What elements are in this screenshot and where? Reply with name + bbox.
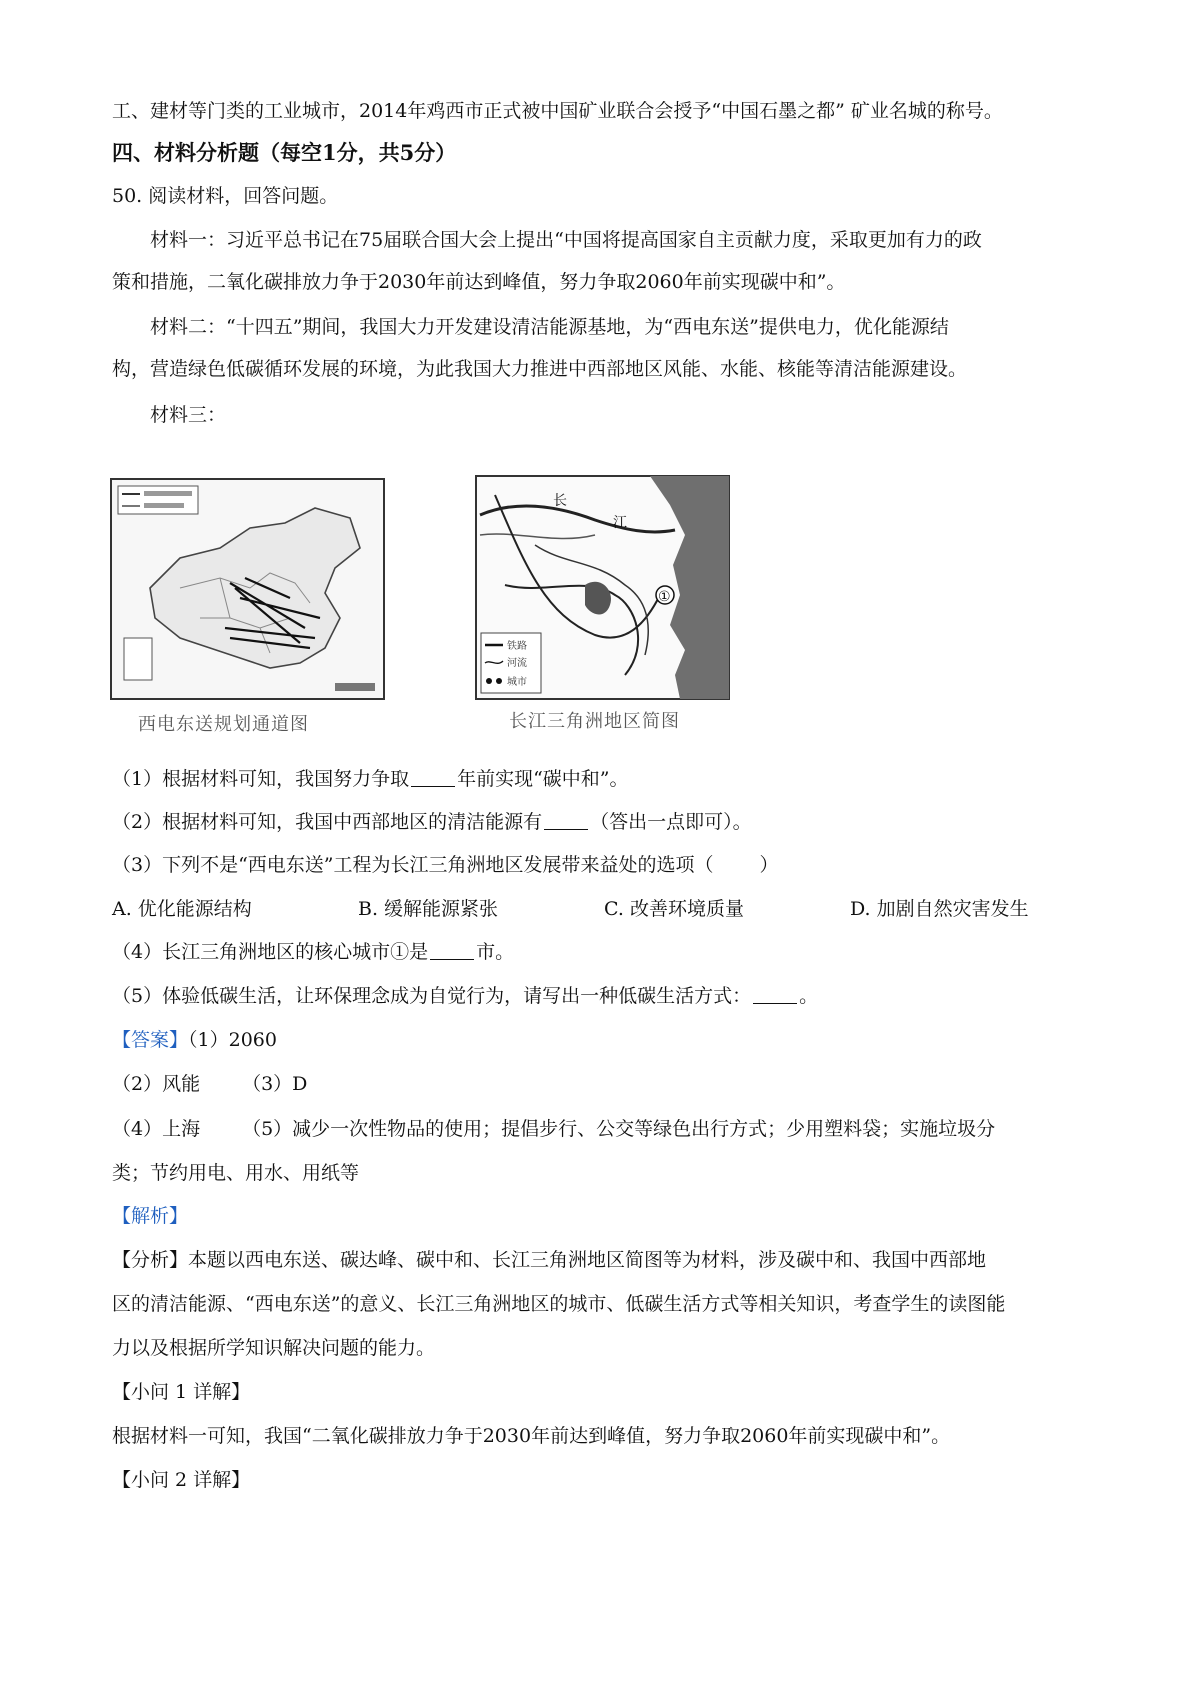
answer-blank bbox=[411, 768, 455, 787]
analysis-paragraph: 区的清洁能源、“西电东送”的意义、长江三角洲地区的城市、低碳生活方式等相关知识，考查学生的读图能 bbox=[112, 1293, 1006, 1315]
map1-caption: 西电东送规划通道图 bbox=[138, 714, 309, 735]
answer-label: 【答案】 bbox=[112, 1029, 189, 1051]
answer-line-2 bbox=[112, 1069, 307, 1099]
question-4-text-end: 市。 bbox=[476, 941, 515, 963]
answer-1: （1）2060 bbox=[188, 1029, 277, 1051]
question-3-text-end: ） bbox=[759, 854, 779, 876]
option-c: C. 改善环境质量 bbox=[604, 898, 744, 920]
question-2-text: （2）根据材料可知，我国中西部地区的清洁能源有 bbox=[112, 811, 543, 833]
legend-city: 城市 bbox=[507, 677, 527, 688]
china-map-image bbox=[110, 478, 385, 700]
question-1-text: （1）根据材料可知，我国努力争取 bbox=[112, 768, 410, 790]
question-5-text: （5）体验低碳生活，让环保理念成为自觉行为，请写出一种低碳生活方式： bbox=[112, 985, 752, 1007]
option-a: A. 优化能源结构 bbox=[112, 898, 252, 920]
analysis-paragraph: 力以及根据所学知识解决问题的能力。 bbox=[112, 1337, 436, 1359]
city-marker-label: ① bbox=[658, 589, 671, 605]
answer-blank bbox=[544, 811, 588, 830]
answer-blank bbox=[753, 985, 797, 1004]
question-5-text-end: 。 bbox=[799, 985, 819, 1007]
question-2 bbox=[112, 807, 752, 837]
material-two-line: 材料二：“十四五”期间，我国大力开发建设清洁能源基地，为“西电东送”提供电力，优化能源结 bbox=[150, 316, 949, 338]
legend-river: 河流 bbox=[507, 658, 527, 669]
legend-railway: 铁路 bbox=[507, 641, 527, 652]
sub-question-2-heading: 【小问 2 详解】 bbox=[112, 1469, 251, 1491]
answer-line-4: 类；节约用电、用水、用纸等 bbox=[112, 1162, 360, 1184]
analysis-label: 【解析】 bbox=[112, 1205, 189, 1227]
answer-2: （2）风能 bbox=[112, 1073, 201, 1095]
paragraph-line: 工、建材等门类的工业城市，2014年鸡西市正式被中国矿业联合会授予“中国石墨之都” 矿业名城的称号。 bbox=[112, 100, 1003, 122]
option-b: B. 缓解能源紧张 bbox=[358, 898, 499, 920]
question-4 bbox=[112, 937, 514, 967]
river-label-chang: 长 bbox=[553, 493, 567, 509]
question-3-text: （3）下列不是“西电东送”工程为长江三角洲地区发展带来益处的选项（ bbox=[112, 854, 714, 876]
material-three-label: 材料三： bbox=[150, 404, 227, 426]
question-5 bbox=[112, 981, 818, 1011]
question-3-options bbox=[112, 894, 1112, 924]
question-3 bbox=[112, 850, 779, 880]
question-1 bbox=[112, 764, 629, 794]
material-two-line: 构，营造绿色低碳循环发展的环境，为此我国大力推进中西部地区风能、水能、核能等清洁能源建设。 bbox=[112, 358, 968, 380]
question-2-text-end: （答出一点即可）。 bbox=[590, 811, 752, 833]
answer-3: （3）D bbox=[242, 1073, 308, 1095]
map2-caption: 长江三角洲地区简图 bbox=[509, 711, 680, 732]
question-4-text: （4）长江三角洲地区的核心城市①是 bbox=[112, 941, 429, 963]
sub-question-1-heading: 【小问 1 详解】 bbox=[112, 1381, 251, 1403]
answer-blank bbox=[430, 941, 474, 960]
west-east-power-map bbox=[110, 478, 385, 735]
section-heading: 四、材料分析题（每空1分，共5分） bbox=[112, 140, 457, 165]
answer-4: （4）上海 bbox=[112, 1118, 201, 1140]
delta-map-image bbox=[475, 475, 730, 700]
river-label-jiang: 江 bbox=[613, 515, 627, 531]
question-title: 50. 阅读材料，回答问题。 bbox=[112, 185, 339, 207]
answer-line-1 bbox=[112, 1025, 277, 1055]
question-1-text-end: 年前实现“碳中和”。 bbox=[457, 768, 629, 790]
analysis-paragraph: 【分析】本题以西电东送、碳达峰、碳中和、长江三角洲地区简图等为材料，涉及碳中和、我国中西部地 bbox=[112, 1249, 987, 1271]
material-one-line: 策和措施，二氧化碳排放力争于2030年前达到峰值，努力争取2060年前实现碳中和”。 bbox=[112, 271, 846, 293]
option-d: D. 加剧自然灾害发生 bbox=[850, 898, 1029, 920]
answer-line-3 bbox=[112, 1114, 995, 1144]
material-one-line: 材料一：习近平总书记在75届联合国大会上提出“中国将提高国家自主贡献力度，采取更加有力的政 bbox=[150, 229, 982, 251]
sub-question-1-text: 根据材料一可知，我国“二氧化碳排放力争于2030年前达到峰值，努力争取2060年前实现碳中和”。 bbox=[112, 1425, 951, 1447]
yangtze-delta-map bbox=[475, 475, 730, 732]
answer-5: （5）减少一次性物品的使用；提倡步行、公交等绿色出行方式；少用塑料袋；实施垃圾分 bbox=[242, 1118, 996, 1140]
